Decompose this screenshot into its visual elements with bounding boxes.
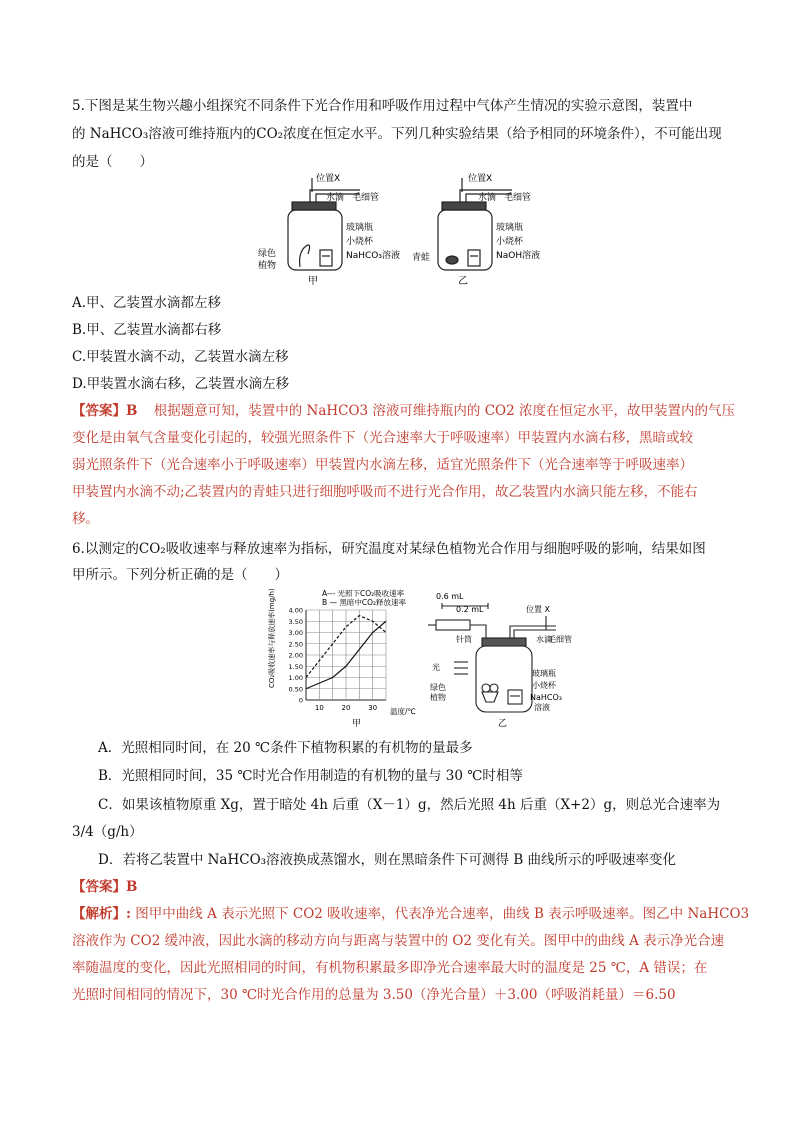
q6-option-a: A．光照相同时间，在 20 ℃条件下植物积累的有机物的量最多 — [98, 740, 473, 756]
jia-drop-label: 水滴 — [326, 193, 345, 203]
yi-bottle-label: 玻璃瓶 — [496, 223, 524, 233]
q5-option-d: D.甲装置水滴右移，乙装置水滴左移 — [72, 376, 290, 392]
q6-option-d: D．若将乙装置中 NaHCO₃溶液换成蒸馏水，则在黑暗条件下可测得 B 曲线所示的呼吸速率变化 — [98, 852, 677, 868]
yi-tube-label: 毛细管 — [504, 193, 532, 203]
q5-answer-text-1: 根据题意可知，装置中的 NaHCO3 溶液可维持瓶内的 CO2 浓度在恒定水平，故甲装置内的气压 — [153, 403, 735, 419]
x-tick-label: 30 — [368, 704, 378, 712]
q6-stem-line-2: 甲所示。下列分析正确的是（ ） — [72, 567, 288, 583]
legend-b: B — 黑暗中CO₂释放速率 — [322, 598, 407, 607]
q5-stem-line-3: 的是（ ） — [72, 154, 153, 170]
cup-label: 小烧杯 — [532, 681, 556, 690]
q5-answer-line-1 — [72, 401, 735, 421]
jia-cup-label: 小烧杯 — [346, 237, 374, 247]
q5-answer-text-4: 甲装置内水滴不动;乙装置内的青蛙只进行细胞呼吸而不进行光合作用，故乙装置内水滴只能左移，不能右 — [72, 484, 698, 500]
q5-apparatus-figure — [250, 172, 550, 290]
q6-option-c: C．如果该植物原重 Xg，置于暗处 4h 后重（X－1）g，然后光照 4h 后重（X+2）g，则总光合速率为 — [98, 797, 721, 813]
y-tick-label: 3.50 — [288, 617, 303, 626]
jia-plant-label-2: 植物 — [258, 261, 277, 271]
y-tick-label: 0 — [298, 696, 303, 705]
tube-label: 毛细管 — [548, 635, 572, 644]
q6-analysis-text-3: 率随温度的变化，因此光照相同的时间，有机物积累最多即净光合速率最大时的温度是 25 ℃，A 错误；在 — [72, 960, 708, 976]
y-tick-label: 2.50 — [288, 640, 303, 649]
q6-analysis-text-4: 光照时间相同的情况下，30 ℃时光合作用的总量为 3.50（净光合量）＋3.00（呼吸消耗量）＝6.50 — [72, 987, 676, 1003]
q6-stem-line-1: 6.以测定的CO₂吸收速率与释放速率为指标，研究温度对某绿色植物光合作用与细胞呼吸的影响，结果如图 — [72, 541, 706, 557]
q5-stem-line-1: 5.下图是某生物兴趣小组探究不同条件下光合作用和呼吸作用过程中气体产生情况的实验示意图，装置中 — [72, 98, 693, 114]
figure-caption: 乙 — [498, 719, 508, 729]
q5-answer-label: 【答案】B — [72, 403, 138, 419]
yi-cup-label: 小烧杯 — [496, 237, 524, 247]
jia-pos-label: 位置X — [316, 174, 341, 184]
x-tick-label: 10 — [314, 704, 324, 712]
y-tick-label: 3.00 — [288, 629, 303, 637]
light-label: 光 — [432, 663, 440, 672]
y-tick-label: 1.50 — [288, 662, 303, 671]
solution-label-2: 溶液 — [534, 703, 550, 712]
yi-pos-label: 位置X — [468, 174, 493, 184]
q6-answer: 【答案】B — [72, 879, 138, 895]
volume-label-1: 0.6 mL — [436, 592, 464, 601]
q6-apparatus-figure — [428, 590, 572, 730]
y-tick-label: 1.00 — [288, 674, 303, 682]
yi-caption: 乙 — [458, 276, 468, 287]
q6-analysis-text-2: 溶液作为 CO2 缓冲液，因此水滴的移动方向与距离与装置中的 O2 变化有关。图甲中的曲线 A 表示净光合速 — [72, 933, 725, 949]
y-tick-label: 4.00 — [288, 606, 303, 615]
q5-stem-line-2: 的 NaHCO₃溶液可维持瓶内的CO₂浓度在恒定水平。下列几种实验结果（给予相同的环境条件），不可能出现 — [72, 126, 722, 142]
plant-label-2: 植物 — [430, 693, 446, 702]
yi-sol-label: NaOH溶液 — [496, 251, 541, 261]
volume-label-2: 0.2 mL — [456, 605, 484, 614]
legend-a: A--- 光照下CO₂吸收速率 — [322, 589, 405, 598]
q5-answer-text-2: 变化是由氧气含量变化引起的，较强光照条件下（光合速率大于呼吸速率）甲装置内水滴右移，黑暗或较 — [72, 430, 693, 446]
jia-caption: 甲 — [308, 276, 318, 287]
x-axis-label: 温度/℃ — [390, 707, 416, 716]
solution-label-1: NaHCO₃ — [530, 693, 562, 702]
yi-frog-label: 青蛙 — [412, 253, 431, 263]
jia-plant-label-1: 绿色 — [258, 249, 277, 259]
yi-drop-label: 水滴 — [478, 193, 497, 203]
y-tick-label: 2.00 — [288, 651, 303, 660]
q5-answer-text-5: 移。 — [72, 511, 99, 527]
q6-option-c-cont: 3/4（g/h） — [72, 824, 143, 840]
x-tick-label: 20 — [341, 704, 351, 712]
bottle-label: 玻璃瓶 — [532, 669, 556, 678]
drop-label: 水滴 — [536, 635, 552, 644]
chart-caption: 甲 — [352, 719, 362, 729]
q6-analysis-text-1: 图甲中曲线 A 表示光照下 CO2 吸收速率，代表净光合速率，曲线 B 表示呼吸速率。图乙中 NaHCO3 — [135, 906, 750, 922]
q6-chart — [262, 588, 422, 728]
q6-analysis-line-1 — [72, 904, 749, 924]
q5-option-c: C.甲装置水滴不动，乙装置水滴左移 — [72, 349, 289, 365]
plant-label-1: 绿色 — [430, 683, 446, 692]
q5-answer-text-3: 弱光照条件下（光合速率小于呼吸速率）甲装置内水滴左移，适宜光照条件下（光合速率等于呼吸速率） — [72, 457, 693, 473]
y-axis-label: CO₂吸收速率与释放速率(mg/h) — [268, 588, 276, 688]
q6-analysis-label: 【解析】: — [72, 906, 131, 922]
pos-label: 位置 X — [526, 605, 551, 614]
jia-bottle-label: 玻璃瓶 — [346, 223, 374, 233]
jia-sol-label: NaHCO₃溶液 — [346, 251, 400, 261]
q5-option-a: A.甲、乙装置水滴都左移 — [72, 295, 222, 311]
jia-tube-label: 毛细管 — [352, 193, 380, 203]
q5-option-b: B.甲、乙装置水滴都右移 — [72, 322, 222, 338]
q6-option-b: B．光照相同时间，35 ℃时光合作用制造的有机物的量与 30 ℃时相等 — [98, 768, 523, 784]
needle-label: 针筒 — [456, 635, 472, 644]
y-tick-label: 0.50 — [288, 685, 303, 694]
